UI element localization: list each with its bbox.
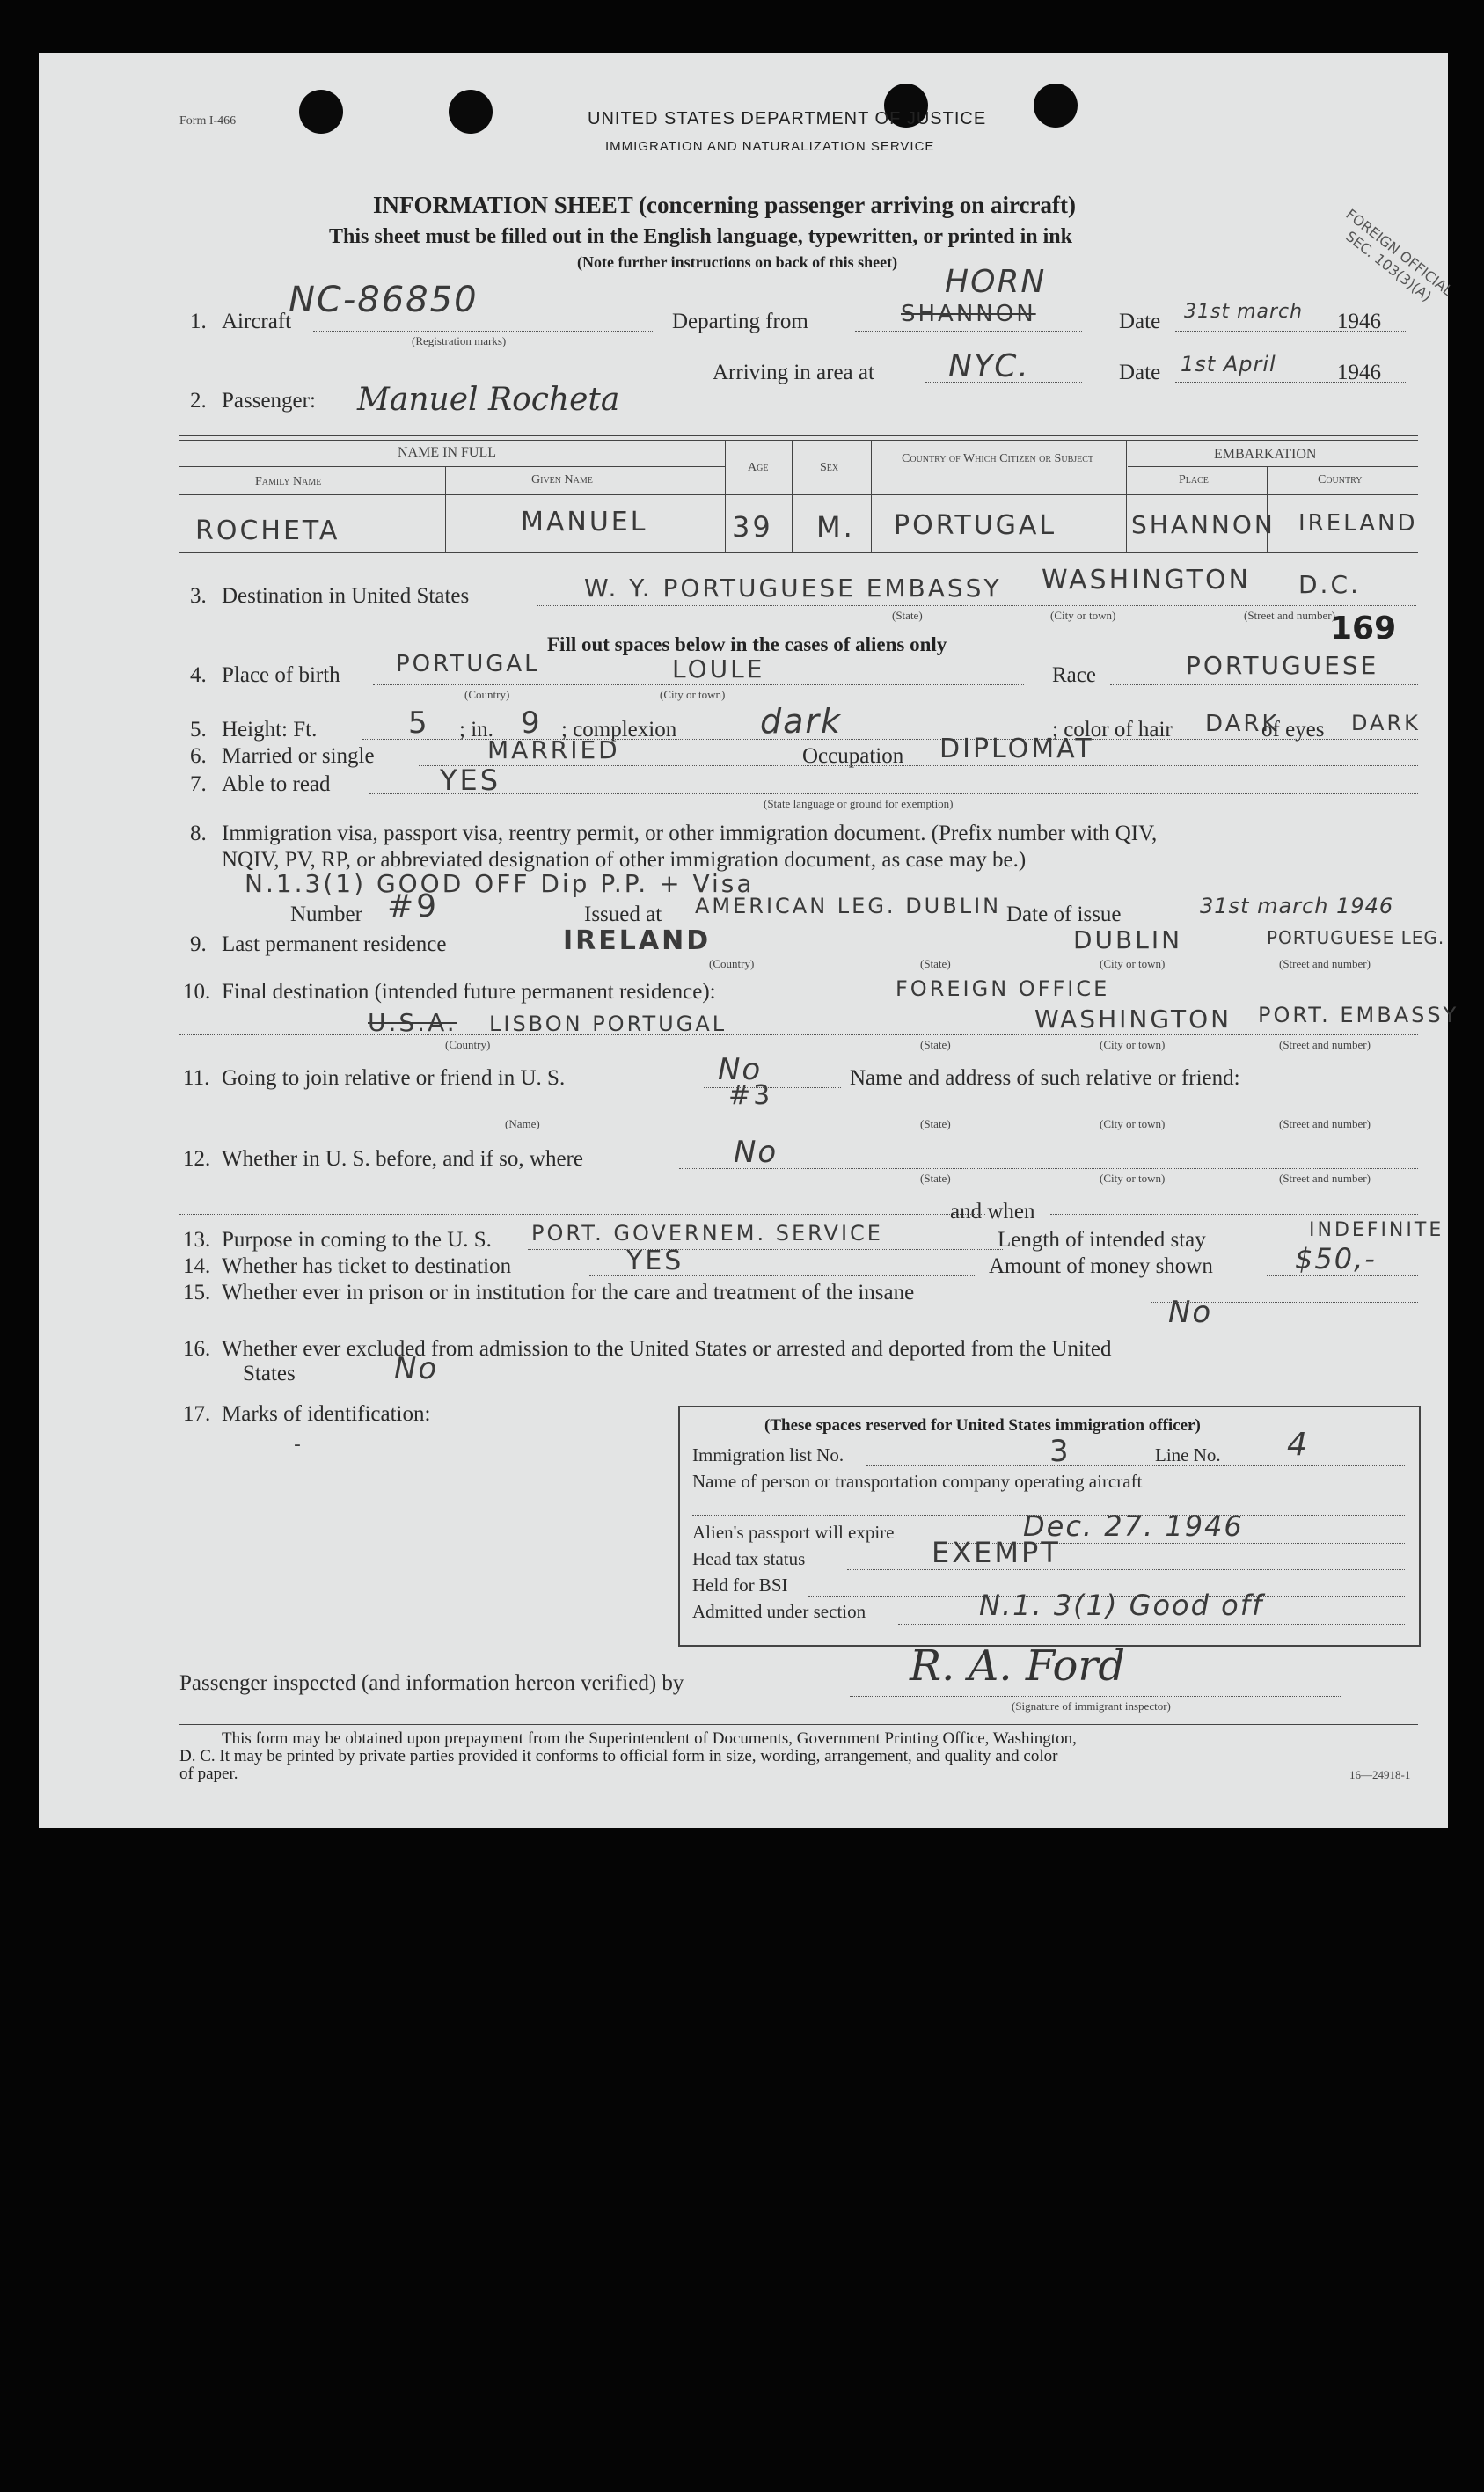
date-of-issue-label: Date of issue — [1006, 903, 1122, 926]
form-instruction: This sheet must be filled out in the English language, typewritten, or printed in ink — [329, 225, 1072, 248]
head-tax-line — [847, 1569, 1405, 1570]
foreign-official-stamp: FOREIGN OFFICIAL SEC. 103(3)(A) — [1342, 205, 1457, 305]
final-foreign-value: FOREIGN OFFICE — [896, 976, 1110, 1001]
doc-number-label: Number — [290, 903, 362, 926]
height-in-value: 9 — [521, 705, 543, 741]
table-col-divider — [871, 440, 872, 552]
form-title-sub: (concerning passenger arriving on aircraft) — [639, 192, 1076, 218]
row10-number: 10. — [183, 980, 211, 1004]
excluded-value: No — [394, 1351, 439, 1386]
doc-number-value: #9 — [387, 888, 440, 924]
admitted-value: N.1. 3(1) Good off — [979, 1589, 1264, 1622]
citizen-value: PORTUGAL — [894, 510, 1057, 541]
table-col-divider — [792, 440, 793, 552]
destination-line — [537, 605, 1416, 606]
row12-number: 12. — [183, 1147, 211, 1171]
marital-label: Married or single — [222, 744, 375, 768]
final-destination-label: Final destination (intended future permanent residence): — [222, 980, 716, 1004]
embark-country-value: IRELAND — [1298, 510, 1418, 537]
punch-hole — [449, 90, 493, 134]
footer-line1: This form may be obtained upon prepayment from the Superintendent of Documents, Government Printing Office, Washington, — [222, 1729, 1077, 1748]
previous-visit-line — [679, 1168, 1418, 1169]
height-label: Height: Ft. — [222, 718, 318, 742]
embark-sub-rule — [1128, 466, 1418, 467]
hair-value: DARK — [1205, 711, 1280, 737]
arriving-value: NYC. — [948, 348, 1030, 384]
immigration-list-value: 3 — [1049, 1434, 1071, 1469]
table-col-divider — [445, 466, 446, 552]
marital-line — [419, 765, 1418, 766]
form-sheet — [39, 53, 1459, 1828]
depart-date-line — [1175, 331, 1406, 332]
row5-number: 5. — [190, 718, 207, 742]
immigration-doc-text2: NQIV, PV, RP, or abbreviated designation of other immigration document, as case may be.) — [222, 848, 1027, 872]
final-state-caption: (State) — [920, 1038, 951, 1051]
line-no-value: 4 — [1287, 1427, 1309, 1463]
row17-number: 17. — [183, 1402, 211, 1426]
row8-number: 8. — [190, 822, 207, 845]
issued-at-value: AMERICAN LEG. DUBLIN — [695, 894, 1002, 918]
row7-number: 7. — [190, 772, 207, 796]
admitted-label: Admitted under section — [692, 1601, 866, 1622]
relative-value: No — [718, 1052, 763, 1087]
complexion-label: ; complexion — [561, 718, 677, 742]
table-top-rule — [179, 435, 1418, 436]
arriving-label: Arriving in area at — [713, 361, 874, 384]
form-number: Form I-466 — [179, 114, 237, 128]
issued-at-label: Issued at — [584, 903, 662, 926]
relative-name-caption: (Name) — [505, 1117, 540, 1130]
eyes-label: of eyes — [1261, 718, 1325, 742]
birthplace-label: Place of birth — [222, 663, 340, 687]
read-value: YES — [440, 764, 501, 797]
depart-year: 1946 — [1337, 310, 1381, 333]
final-country-caption: (Country) — [445, 1038, 491, 1051]
departing-line — [855, 331, 1082, 332]
age-header: Age — [748, 461, 769, 474]
read-caption: (State language or ground for exemption) — [764, 797, 954, 810]
footer-line3: of paper. — [179, 1765, 238, 1783]
complexion-value: dark — [760, 702, 843, 741]
final-street-caption: (Street and number) — [1279, 1038, 1371, 1051]
line-no-label: Line No. — [1155, 1444, 1221, 1465]
final-street-value: PORT. EMBASSY — [1258, 1003, 1459, 1027]
table-bottom-rule — [179, 552, 1418, 553]
table-header-bottom — [179, 494, 1418, 495]
residence-street-caption: (Street and number) — [1279, 957, 1371, 970]
row13-number: 13. — [183, 1228, 211, 1252]
passport-expire-value: Dec. 27. 1946 — [1023, 1509, 1244, 1543]
final-country-value: LISBON PORTUGAL — [489, 1012, 727, 1036]
date-of-issue-value: 31st march 1946 — [1200, 894, 1394, 918]
previous-state-caption: (State) — [920, 1172, 951, 1185]
passenger-signature: Manuel Rocheta — [357, 382, 620, 418]
signature-caption: (Signature of immigrant inspector) — [1012, 1699, 1171, 1713]
residence-city-value: DUBLIN — [1073, 925, 1183, 954]
arriving-line — [925, 382, 1082, 383]
form-title — [373, 192, 1076, 219]
relative-label: Going to join relative or friend in U. S. — [222, 1066, 566, 1090]
marital-value: MARRIED — [487, 735, 620, 764]
relative-state-caption: (State) — [920, 1117, 951, 1130]
inspection-label: Passenger inspected (and information hereon verified) by — [179, 1671, 684, 1695]
row6-number: 6. — [190, 744, 207, 768]
final-city-value: WASHINGTON — [1034, 1005, 1232, 1034]
destination-city-caption: (City or town) — [1050, 609, 1116, 622]
departing-struck: SHANNON — [901, 301, 1036, 327]
residence-city-caption: (City or town) — [1100, 957, 1166, 970]
place-header: Place — [1179, 473, 1209, 486]
height-in-label: ; in. — [459, 718, 493, 742]
punch-hole — [1034, 84, 1078, 128]
age-value: 39 — [732, 510, 773, 544]
stay-value: INDEFINITE — [1309, 1219, 1444, 1241]
bsi-label: Held for BSI — [692, 1575, 788, 1596]
relative-street-caption: (Street and number) — [1279, 1117, 1371, 1130]
company-label: Name of person or transportation company operating aircraft — [692, 1471, 1143, 1492]
punch-hole — [299, 90, 343, 134]
head-tax-value: EXEMPT — [932, 1536, 1061, 1569]
previous-extra-line — [179, 1214, 985, 1215]
birth-country-value: PORTUGAL — [396, 651, 540, 677]
table-col-divider — [1267, 466, 1268, 552]
residence-country-caption: (Country) — [709, 957, 755, 970]
money-label: Amount of money shown — [989, 1254, 1213, 1278]
row3-number: 3. — [190, 584, 207, 608]
department-title: UNITED STATES DEPARTMENT OF JUSTICE — [588, 109, 987, 128]
citizen-header: Country of Which Citizen or Subject — [901, 452, 1094, 465]
immigration-doc-handwritten: N.1.3(1) GOOD OFF Dip P.P. + Visa — [245, 869, 755, 898]
final-destination-line — [179, 1034, 1418, 1035]
residence-street-value: PORTUGUESE LEG. — [1267, 927, 1445, 948]
destination-label: Destination in United States — [222, 584, 470, 608]
relative-name-address-label: Name and address of such relative or friend: — [850, 1066, 1240, 1090]
row15-number: 15. — [183, 1281, 211, 1304]
destination-city: WASHINGTON — [1042, 565, 1251, 596]
footer-code: 16—24918-1 — [1349, 1768, 1411, 1781]
family-name-header: Family Name — [255, 475, 322, 488]
country-header: Country — [1318, 473, 1363, 486]
read-line — [369, 793, 1418, 794]
birth-city-value: LOULE — [672, 654, 765, 683]
relative-value2: #3 — [728, 1080, 773, 1111]
service-title: IMMIGRATION AND NATURALIZATION SERVICE — [605, 139, 935, 154]
race-value: PORTUGUESE — [1186, 651, 1379, 680]
previous-visit-value: No — [734, 1135, 779, 1170]
and-when-line — [1050, 1214, 1418, 1215]
signature-line — [850, 1696, 1341, 1697]
officer-box-title: (These spaces reserved for United States immigration officer) — [764, 1416, 1201, 1435]
purpose-value: PORT. GOVERNEM. SERVICE — [531, 1221, 883, 1246]
row16-number: 16. — [183, 1337, 211, 1361]
occupation-label: Occupation — [802, 744, 904, 768]
residence-state-caption: (State) — [920, 957, 951, 970]
table-top-rule2 — [179, 440, 1418, 441]
depart-date-label: Date — [1119, 310, 1161, 333]
depart-date-value: 31st march — [1184, 301, 1304, 323]
purpose-line — [528, 1249, 1003, 1250]
race-line — [1110, 684, 1418, 685]
place-value: SHANNON — [1131, 510, 1276, 539]
head-tax-label: Head tax status — [692, 1548, 806, 1569]
row4-number: 4. — [190, 663, 207, 687]
birth-country-caption: (Country) — [464, 688, 510, 701]
aircraft-value: NC-86850 — [289, 280, 479, 320]
row11-number: 11. — [183, 1066, 210, 1090]
departing-label: Departing from — [672, 310, 808, 333]
occupation-value: DIPLOMAT — [939, 734, 1094, 764]
relative-line — [704, 1087, 841, 1088]
previous-city-caption: (City or town) — [1100, 1172, 1166, 1185]
row2-number: 2. — [190, 389, 207, 413]
departing-value: HORN — [945, 264, 1047, 300]
final-struck-value: U.S.A. — [368, 1008, 457, 1037]
relative-city-caption: (City or town) — [1100, 1117, 1166, 1130]
prison-value: No — [1168, 1295, 1213, 1330]
registration-caption: (Registration marks) — [412, 334, 507, 347]
race-label: Race — [1052, 663, 1096, 687]
hair-label: ; color of hair — [1052, 718, 1173, 742]
excluded-text2: States — [243, 1362, 296, 1385]
given-name-header: Given Name — [531, 473, 593, 486]
read-label: Able to read — [222, 772, 331, 796]
destination-state-caption: (State) — [892, 609, 923, 622]
stamp-number: 169 — [1330, 610, 1397, 647]
embarkation-header: EMBARKATION — [1214, 447, 1317, 462]
sex-header: Sex — [820, 461, 839, 474]
arrive-date-value: 1st April — [1181, 352, 1276, 376]
ticket-line — [589, 1275, 976, 1276]
row9-number: 9. — [190, 932, 207, 956]
table-sub-rule — [179, 466, 725, 467]
aircraft-line — [313, 331, 653, 332]
final-city-caption: (City or town) — [1100, 1038, 1166, 1051]
marks-label: Marks of identification: — [222, 1402, 431, 1426]
passport-expire-label: Alien's passport will expire — [692, 1522, 895, 1543]
name-in-full-header: NAME IN FULL — [398, 445, 496, 460]
height-ft-value: 5 — [408, 705, 430, 741]
sex-value: M. — [816, 510, 855, 544]
form-title-main: INFORMATION SHEET — [373, 192, 633, 218]
prison-label: Whether ever in prison or in institution for the care and treatment of the insane — [222, 1281, 915, 1304]
line-no-line — [1238, 1465, 1405, 1466]
destination-state-abbr: D.C. — [1298, 570, 1361, 599]
inspector-signature: R. A. Ford — [910, 1641, 1126, 1691]
immigration-doc-text1: Immigration visa, passport visa, reentry permit, or other immigration document. (Prefix number with QIV, — [222, 822, 1158, 845]
table-col-divider — [725, 440, 726, 552]
arrive-date-line — [1175, 382, 1406, 383]
excluded-text: Whether ever excluded from admission to the United States or arrested and deported from the United — [222, 1337, 1112, 1361]
money-line — [1267, 1275, 1418, 1276]
form-note: (Note further instructions on back of this sheet) — [577, 253, 898, 271]
row14-number: 14. — [183, 1254, 211, 1278]
immigration-list-label: Immigration list No. — [692, 1444, 844, 1465]
given-name-value: MANUEL — [521, 507, 648, 537]
aliens-note: Fill out spaces below in the cases of aliens only — [547, 633, 947, 655]
destination-street-caption: (Street and number) — [1244, 609, 1335, 622]
and-when-label: and when — [950, 1200, 1035, 1224]
footer-line2: D. C. It may be printed by private parties provided it conforms to official form in size, wording, arrangement, and quality and color — [179, 1747, 1058, 1765]
previous-visit-label: Whether in U. S. before, and if so, where — [222, 1147, 583, 1171]
arrive-year: 1946 — [1337, 361, 1381, 384]
admitted-line — [898, 1624, 1405, 1625]
previous-street-caption: (Street and number) — [1279, 1172, 1371, 1185]
eyes-value: DARK — [1351, 711, 1421, 735]
family-name-value: ROCHETA — [195, 515, 340, 546]
ticket-value: YES — [626, 1246, 684, 1276]
residence-country-value: IRELAND — [563, 925, 712, 956]
purpose-label: Purpose in coming to the U. S. — [222, 1228, 492, 1252]
table-col-divider — [1126, 440, 1127, 552]
officer-box — [678, 1406, 1421, 1647]
residence-label: Last permanent residence — [222, 932, 447, 956]
prison-line — [1151, 1302, 1418, 1303]
stay-label: Length of intended stay — [998, 1228, 1206, 1252]
birth-city-caption: (City or town) — [660, 688, 726, 701]
birthplace-line — [373, 684, 1024, 685]
row1-number: 1. — [190, 310, 207, 333]
footer-rule — [179, 1724, 1418, 1725]
money-value: $50,- — [1295, 1242, 1377, 1275]
passenger-label: Passenger: — [222, 389, 316, 413]
aircraft-label: Aircraft — [222, 310, 292, 333]
marks-value: - — [294, 1434, 303, 1456]
destination-value: W. Y. PORTUGUESE EMBASSY — [584, 574, 1002, 603]
ticket-label: Whether has ticket to destination — [222, 1254, 512, 1278]
arrive-date-label: Date — [1119, 361, 1161, 384]
